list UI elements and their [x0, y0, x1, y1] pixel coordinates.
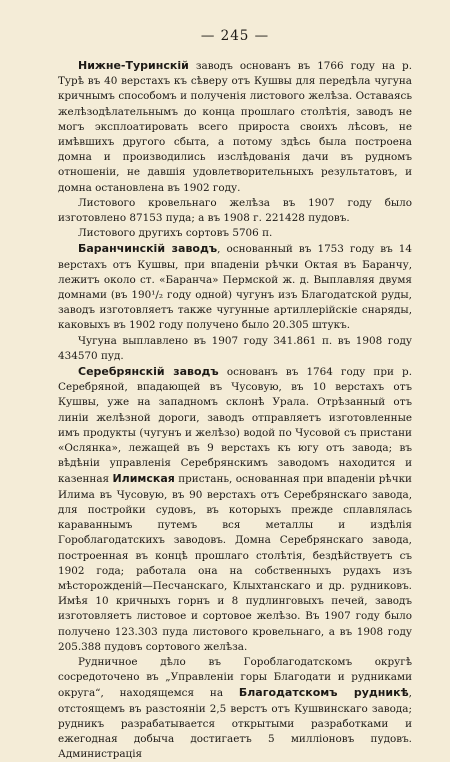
heading-serebryansky: Серебрянскій заводъ — [78, 365, 219, 379]
paragraph-baranchinsky — [58, 241, 412, 333]
page-number: — 245 — — [200, 28, 270, 44]
heading-blagodatsky-mine: Благодатскомъ рудникѣ — [238, 686, 409, 700]
paragraph-other-sheet — [58, 226, 412, 241]
paragraph-mining — [58, 655, 412, 762]
paragraph-nizhne-tura — [58, 58, 412, 196]
text-span: пристань, основанная при впаденіи рѣчки Илима въ Чусовую, въ 90 верстахъ отъ Серебрянскаго завода, для постройки судовъ, въ которыхъ прежде сплавлялась караваннымъ путемъ вся металлы и издѣлія Гороблагодатскихъ заводовъ. Домна Серебрянскаго завода, построенная въ концѣ прошлаго столѣтія, бездѣйствуетъ съ 1902 года; работала она на собственныхъ рудахъ изъ мѣсторожденій—Песчанскаго, Клыхтанскаго и др. рудниковъ. Имѣя 10 кричныхъ горнъ и 8 пудлинговыхъ печей, заводъ изготовляетъ листовое и сортовое желѣзо. Въ 1907 году было получено 123.303 пуда листового кровельнаго, а въ 1908 году 205.388 пудовъ сортового желѣза. — [58, 473, 412, 653]
paragraph-roofing-iron — [58, 196, 412, 226]
text-span: Листового другихъ сортовъ 5706 п. — [78, 227, 273, 240]
body-text — [58, 58, 412, 762]
text-span: , отстоящемъ въ разстояніи 2,5 верстъ отъ Кушвинскаго завода; рудникъ разрабатывается открытыми разработками и ежегодная добыча достигаетъ 5 милліоновъ пудовъ. Администрація — [58, 687, 412, 761]
paragraph-serebryansky — [58, 364, 412, 655]
text-span: Листового кровельнаго желѣза въ 1907 году было изготовлено 87153 пуда; а въ 1908 г. 221428 пудовъ. — [58, 196, 412, 225]
text-span: , основанный въ 1753 году въ 14 верстахъ отъ Кушвы, при впаденіи рѣчки Октая въ Баранчу, лежитъ около ст. «Баранча» Пермской ж. д. Выплавляя двумя домнами (въ 190¹/₂ году одной) чугунъ изъ Благодатской руды, заводъ изготовляетъ также чугунные артиллерійскіе снаряды, каковыхъ въ 1902 году получено было 20.305 штукъ. — [58, 243, 413, 332]
text-span: заводъ основанъ въ 1766 году на р. Турѣ въ 40 верстахъ къ сѣверу отъ Кушвы для передѣла чугуна кричнымъ способомъ и полученія листового желѣза. Оставаясь желѣзодѣлательнымъ до конца прошлаго столѣтія, заводъ не могъ эксплоатировать всего прироста своихъ лѣсовъ, не имѣвшихъ другого сбыта, а потому здѣсь была построена домна и производились изслѣдованія дачи въ рудномъ отношеніи, не давшія удовлетворительныхъ результатовъ, и домна остановлена въ 1902 году. — [58, 60, 412, 194]
heading-ilimskaya: Илимская — [112, 472, 175, 486]
text-span: Чугуна выплавлено въ 1907 году 341.861 п. въ 1908 году 434570 пуд. — [58, 334, 412, 362]
text-span: Рудничное дѣло въ Гороблагодатскомъ округѣ сосредоточено въ „Управленіи горы Благодати и рудниками округа“, находящемся на — [58, 655, 412, 700]
heading-nizhne-turinsky: Нижне-Туринскій — [78, 59, 189, 72]
text-span: основанъ въ 1764 году при р. Серебряной, впадающей въ Чусовую, въ 10 верстахъ отъ Кушвы, уже на западномъ склонѣ Урала. Отрѣзанный отъ линіи желѣзной дороги, заводъ отправляетъ изготовленные имъ продукты (чугунъ и желѣзо) водой по Чусовой съ пристани «Ослянка», лежащей въ 9 верстахъ къ югу отъ завода; въ вѣдѣніи управленія Серебрянскимъ заводомъ находится и казенная — [58, 366, 412, 486]
paragraph-pig-iron — [58, 334, 412, 364]
heading-baranchinsky: Баранчинскій заводъ — [78, 242, 218, 256]
